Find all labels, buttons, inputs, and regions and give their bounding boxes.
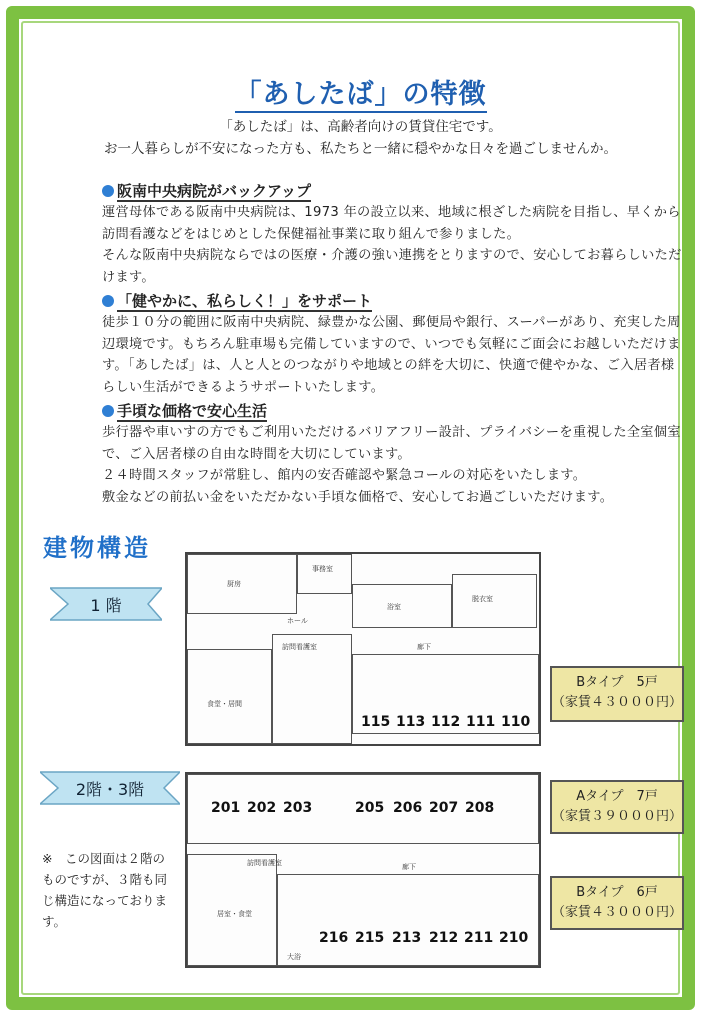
room-203: 203	[283, 800, 313, 816]
floor23-label: 2階・3階	[75, 780, 145, 799]
room-215: 215	[355, 930, 385, 946]
section-price	[102, 400, 682, 508]
floor1-label: 1 階	[90, 596, 122, 615]
room-211: 211	[464, 930, 494, 946]
floor23-ribbon	[40, 768, 180, 808]
room-207: 207	[429, 800, 459, 816]
floor1-callout: Bタイプ 5戸 （家賃４３０００円）	[550, 666, 684, 722]
room-201: 201	[211, 800, 241, 816]
structure-title: 建物構造	[43, 534, 151, 562]
bullet-icon	[102, 295, 114, 307]
section-heading: 手頃な価格で安心生活	[117, 402, 268, 420]
section-heading: 「健やかに、私らしく！」をサポート	[117, 292, 373, 310]
floor23-callout-a: Aタイプ 7戸 （家賃３９０００円）	[550, 780, 684, 834]
bullet-icon	[102, 185, 114, 197]
room-208: 208	[465, 800, 495, 816]
floor1-ribbon	[50, 584, 162, 624]
floor-note: ※ この図面は２階のものですが、３階も同じ構造になっております。	[42, 851, 168, 929]
room-213: 213	[392, 930, 422, 946]
section-support	[102, 290, 682, 398]
room-206: 206	[393, 800, 423, 816]
intro	[0, 116, 721, 160]
intro-line-1: 「あしたば」は、高齢者向けの賃貸住宅です。	[219, 119, 502, 135]
intro-line-2: お一人暮らしが不安になった方も、私たちと一緒に穏やかな日々を過ごしませんか。	[104, 141, 617, 157]
page-title: 「あしたば」の特徴	[0, 72, 721, 111]
room-216: 216	[319, 930, 349, 946]
section-body: 運営母体である阪南中央病院は、1973 年の設立以来、地域に根ざした病院を目指し、早くから訪問看護などをはじめとした保健福祉事業に取り組んで参りました。 そんな阪南中央病院ならではの医療・介護の強い連携をとりますので、安心してお暮らしいただけます。	[102, 205, 682, 285]
section-body: 徒歩１０分の範囲に阪南中央病院、緑豊かな公園、郵便局や銀行、スーパーがあり、充実した周辺環境です。もちろん駐車場も完備していますので、いつでも気軽にご面会にお越しいただけます。「あしたば」は、人と人とのつながりや地域との絆を大切に、快適で健やかな、ご入居者様らしい生活ができるようサポートいたします。	[102, 315, 681, 395]
section-heading: 阪南中央病院がバックアップ	[117, 182, 311, 200]
room-113: 113	[396, 714, 426, 730]
room-210: 210	[499, 930, 529, 946]
section-hospital	[102, 180, 682, 288]
room-212: 212	[429, 930, 459, 946]
floor23-plan: 居室・食堂 廊下 訪問看護室 大浴 201 202 203 205 206 207 208 216 215 213 212 211 210	[185, 772, 541, 968]
floor1-plan: 厨房 事務室 浴室 脱衣室 ホール 食堂・居間 廊下 訪問看護室 115 113 112 111 110	[185, 552, 541, 746]
room-205: 205	[355, 800, 385, 816]
section-body: 歩行器や車いすの方でもご利用いただけるバリアフリー設計、プライバシーを重視した全室個室で、ご入居者様の自由な時間を大切にしています。 ２４時間スタッフが常駐し、館内の安否確認や緊急コールの対応をいたします。 敷金などの前払い金をいただかない手頃な価格で、安心してお過ごしいただけます。	[102, 425, 681, 505]
room-115: 115	[361, 714, 391, 730]
room-202: 202	[247, 800, 277, 816]
floor23-callout-b: Bタイプ 6戸 （家賃４３０００円）	[550, 876, 684, 930]
bullet-icon	[102, 405, 114, 417]
room-112: 112	[431, 714, 461, 730]
room-110: 110	[501, 714, 531, 730]
room-111: 111	[466, 714, 496, 730]
